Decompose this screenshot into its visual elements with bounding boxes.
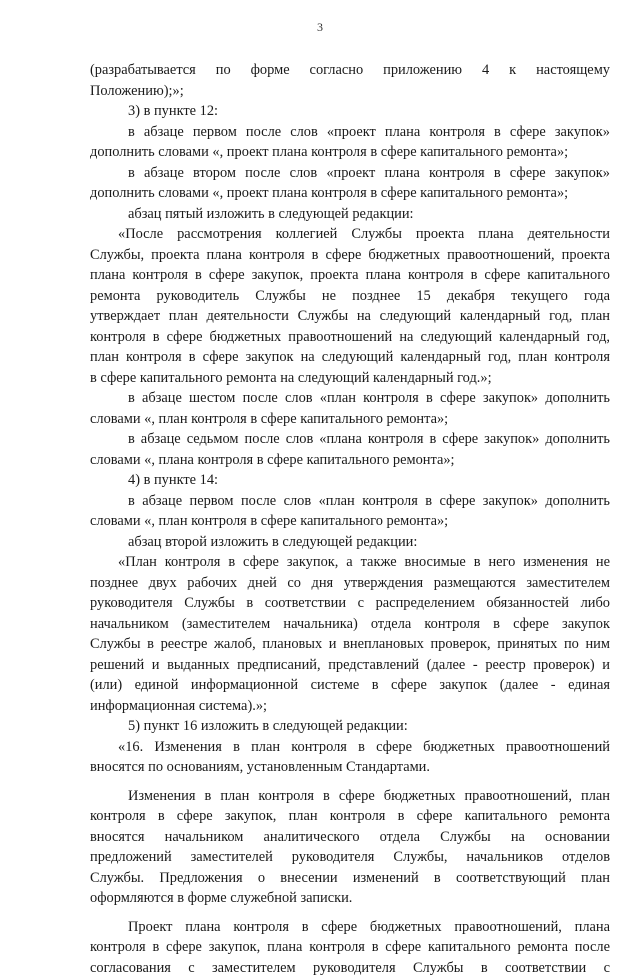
text-line: ремонта руководитель Службы не позднее 15 декабря текущего года bbox=[90, 286, 610, 307]
paragraph-gap bbox=[90, 778, 610, 786]
text-line: абзац второй изложить в следующей редакции: bbox=[90, 532, 610, 553]
page-number: 3 bbox=[0, 20, 640, 35]
text-line: Службы, проекта плана контроля в сфере бюджетных правоотношений, проекта bbox=[90, 245, 610, 266]
text-line: 5) пункт 16 изложить в следующей редакции: bbox=[90, 716, 610, 737]
text-line: согласования с заместителем руководителя Службы в соответствии с bbox=[90, 958, 610, 978]
text-line: в абзаце седьмом после слов «плана контроля в сфере закупок» дополнить bbox=[90, 429, 610, 450]
text-line: словами «, план контроля в сфере капитального ремонта»; bbox=[90, 409, 610, 430]
text-line: в абзаце первом после слов «проект плана контроля в сфере закупок» bbox=[90, 122, 610, 143]
text-line: 3) в пункте 12: bbox=[90, 101, 610, 122]
text-line: предложений заместителей руководителя Службы, начальников отделов bbox=[90, 847, 610, 868]
text-line: дополнить словами «, проект плана контроля в сфере капитального ремонта»; bbox=[90, 183, 610, 204]
text-line: (или) единой информационной системе в сфере закупок (далее - единая bbox=[90, 675, 610, 696]
text-line: Службы в реестре жалоб, плановых и внеплановых проверок, принятых по ним bbox=[90, 634, 610, 655]
text-line: (разрабатывается по форме согласно приложению 4 к настоящему bbox=[90, 60, 610, 81]
text-line: вносятся начальником аналитического отдела Службы на основании bbox=[90, 827, 610, 848]
text-line: Проект плана контроля в сфере бюджетных правоотношений, плана bbox=[90, 917, 610, 938]
text-line: начальником (заместителем начальника) отдела контроля в сфере закупок bbox=[90, 614, 610, 635]
text-line: словами «, план контроля в сфере капитального ремонта»; bbox=[90, 511, 610, 532]
text-line: оформляются в форме служебной записки. bbox=[90, 888, 610, 909]
text-line: план контроля в сфере закупок на следующий календарный год, план контроля bbox=[90, 347, 610, 368]
text-line: Службы. Предложения о внесении изменений в соответствующий план bbox=[90, 868, 610, 889]
text-line: руководителя Службы в соответствии с распределением обязанностей либо bbox=[90, 593, 610, 614]
text-line: абзац пятый изложить в следующей редакции: bbox=[90, 204, 610, 225]
text-line: плана контроля в сфере закупок, проекта плана контроля в сфере капитального bbox=[90, 265, 610, 286]
text-line: в абзаце первом после слов «план контроля в сфере закупок» дополнить bbox=[90, 491, 610, 512]
text-line: вносятся по основаниям, установленным Стандартами. bbox=[90, 757, 610, 778]
text-line: «План контроля в сфере закупок, а также вносимые в него изменения не bbox=[90, 552, 610, 573]
text-line: в сфере капитального ремонта на следующий календарный год.»; bbox=[90, 368, 610, 389]
text-line: Изменения в план контроля в сфере бюджетных правоотношений, план bbox=[90, 786, 610, 807]
text-line: решений и выданных предписаний, представлений (далее - реестр проверок) и bbox=[90, 655, 610, 676]
text-line: информационная система).»; bbox=[90, 696, 610, 717]
text-line: контроля в сфере закупок, план контроля в сфере капитального ремонта bbox=[90, 806, 610, 827]
document-body bbox=[90, 60, 610, 978]
text-line: в абзаце втором после слов «проект плана контроля в сфере закупок» bbox=[90, 163, 610, 184]
paragraph-gap bbox=[90, 909, 610, 917]
text-line: «16. Изменения в план контроля в сфере бюджетных правоотношений bbox=[90, 737, 610, 758]
text-line: утверждает план деятельности Службы на следующий календарный год, план bbox=[90, 306, 610, 327]
text-line: 4) в пункте 14: bbox=[90, 470, 610, 491]
text-line: «После рассмотрения коллегией Службы проекта плана деятельности bbox=[90, 224, 610, 245]
text-line: словами «, плана контроля в сфере капитального ремонта»; bbox=[90, 450, 610, 471]
text-line: в абзаце шестом после слов «план контроля в сфере закупок» дополнить bbox=[90, 388, 610, 409]
text-line: контроля в сфере закупок, плана контроля в сфере капитального ремонта после bbox=[90, 937, 610, 958]
text-line: контроля в сфере бюджетных правоотношений на следующий календарный год, bbox=[90, 327, 610, 348]
text-line: дополнить словами «, проект плана контроля в сфере капитального ремонта»; bbox=[90, 142, 610, 163]
text-line: позднее двух рабочих дней со дня утверждения размещаются заместителем bbox=[90, 573, 610, 594]
text-line: Положению);»; bbox=[90, 81, 610, 102]
